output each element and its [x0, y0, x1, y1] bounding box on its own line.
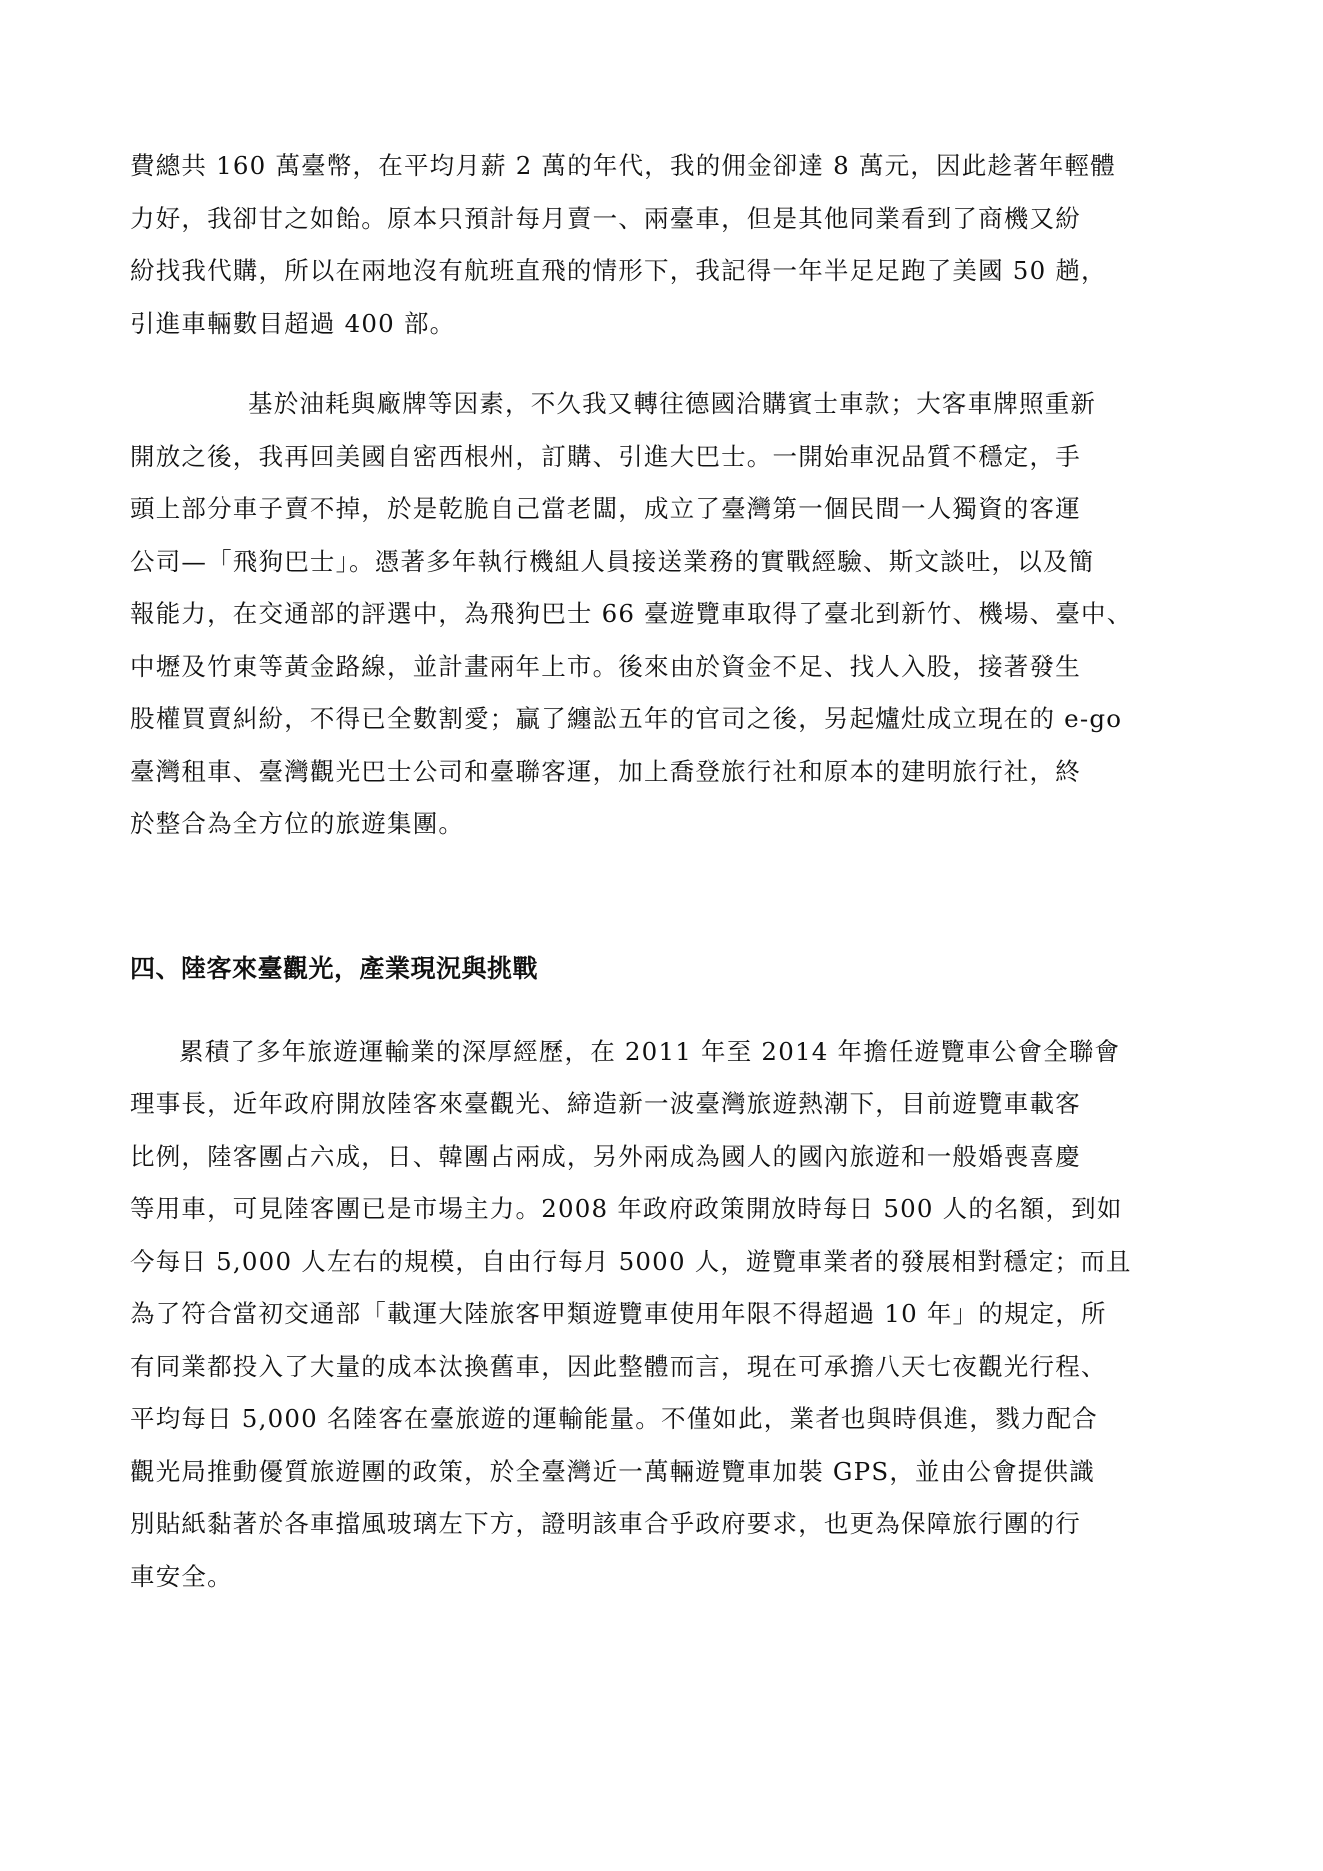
heading-spacer [130, 990, 1198, 1026]
paragraph-1 [130, 140, 1198, 350]
text-line: 中壢及竹東等黃金路線，並計畫兩年上市。後來由於資金不足、找人入股，接著發生 [130, 651, 1081, 681]
text-line: 股權買賣糾紛，不得已全數割愛；贏了纏訟五年的官司之後，另起爐灶成立現在的 e-go [130, 704, 1123, 733]
text-line: 引進車輛數目超過 400 部。 [130, 308, 456, 338]
text-line: 費總共 160 萬臺幣，在平均月薪 2 萬的年代，我的佣金卻達 8 萬元，因此趁著年輕體 [130, 151, 1116, 180]
text-line: 今每日 5,000 人左右的規模，自由行每月 5000 人，遊覽車業者的發展相對穩定；而且 [130, 1246, 1132, 1276]
text-line: 理事長，近年政府開放陸客來臺觀光、締造新一波臺灣旅遊熱潮下，目前遊覽車載客 [130, 1089, 1081, 1118]
text-line: 頭上部分車子賣不掉，於是乾脆自己當老闆，成立了臺灣第一個民間一人獨資的客運 [130, 494, 1081, 523]
paragraph-spacer [130, 350, 1198, 378]
text-line: 有同業都投入了大量的成本汰換舊車，因此整體而言，現在可承擔八天七夜觀光行程、 [130, 1351, 1107, 1381]
paragraph-2 [130, 378, 1198, 851]
text-line: 紛找我代購，所以在兩地沒有航班直飛的情形下，我記得一年半足足跑了美國 50 趟， [130, 256, 1107, 285]
text-line: 力好，我卻甘之如飴。原本只預計每月賣一、兩臺車，但是其他同業看到了商機又紛 [130, 203, 1081, 233]
text-line: 基於油耗與廠牌等因素，不久我又轉往德國洽購賓士車款；大客車牌照重新 [248, 389, 1097, 418]
text-line: 觀光局推動優質旅遊團的政策，於全臺灣近一萬輛遊覽車加裝 GPS，並由公會提供識 [130, 1456, 1095, 1486]
text-line: 等用車，可見陸客團已是市場主力。2008 年政府政策開放時每日 500 人的名額，到如 [130, 1194, 1123, 1223]
text-line: 為了符合當初交通部「載運大陸旅客甲類遊覽車使用年限不得超過 10 年」的規定，所 [130, 1299, 1107, 1328]
section-spacer [130, 851, 1198, 948]
paragraph-3 [130, 1026, 1198, 1604]
text-line: 報能力，在交通部的評選中，為飛狗巴士 66 臺遊覽車取得了臺北到新竹、機場、臺中、 [130, 599, 1133, 628]
text-line: 於整合為全方位的旅遊集團。 [130, 809, 465, 838]
text-line: 累積了多年旅遊運輸業的深厚經歷，在 2011 年至 2014 年擔任遊覽車公會全聯會 [179, 1036, 1121, 1066]
text-line: 公司—「飛狗巴士」。憑著多年執行機組人員接送業務的實戰經驗、斯文談吐，以及簡 [130, 546, 1095, 576]
section-heading: 四、陸客來臺觀光，產業現況與挑戰 [130, 953, 539, 983]
text-line: 臺灣租車、臺灣觀光巴士公司和臺聯客運，加上喬登旅行社和原本的建明旅行社，終 [130, 756, 1081, 786]
text-line: 車安全。 [130, 1561, 233, 1591]
text-line: 開放之後，我再回美國自密西根州，訂購、引進大巴士。一開始車況品質不穩定，手 [130, 441, 1081, 471]
document-page [130, 140, 1198, 1603]
text-line: 比例，陸客團占六成，日、韓團占兩成，另外兩成為國人的國內旅遊和一般婚喪喜慶 [130, 1141, 1081, 1171]
text-line: 別貼紙黏著於各車擋風玻璃左下方，證明該車合乎政府要求，也更為保障旅行團的行 [130, 1509, 1081, 1538]
text-line: 平均每日 5,000 名陸客在臺旅遊的運輸能量。不僅如此，業者也與時俱進，戮力配合 [130, 1404, 1098, 1433]
